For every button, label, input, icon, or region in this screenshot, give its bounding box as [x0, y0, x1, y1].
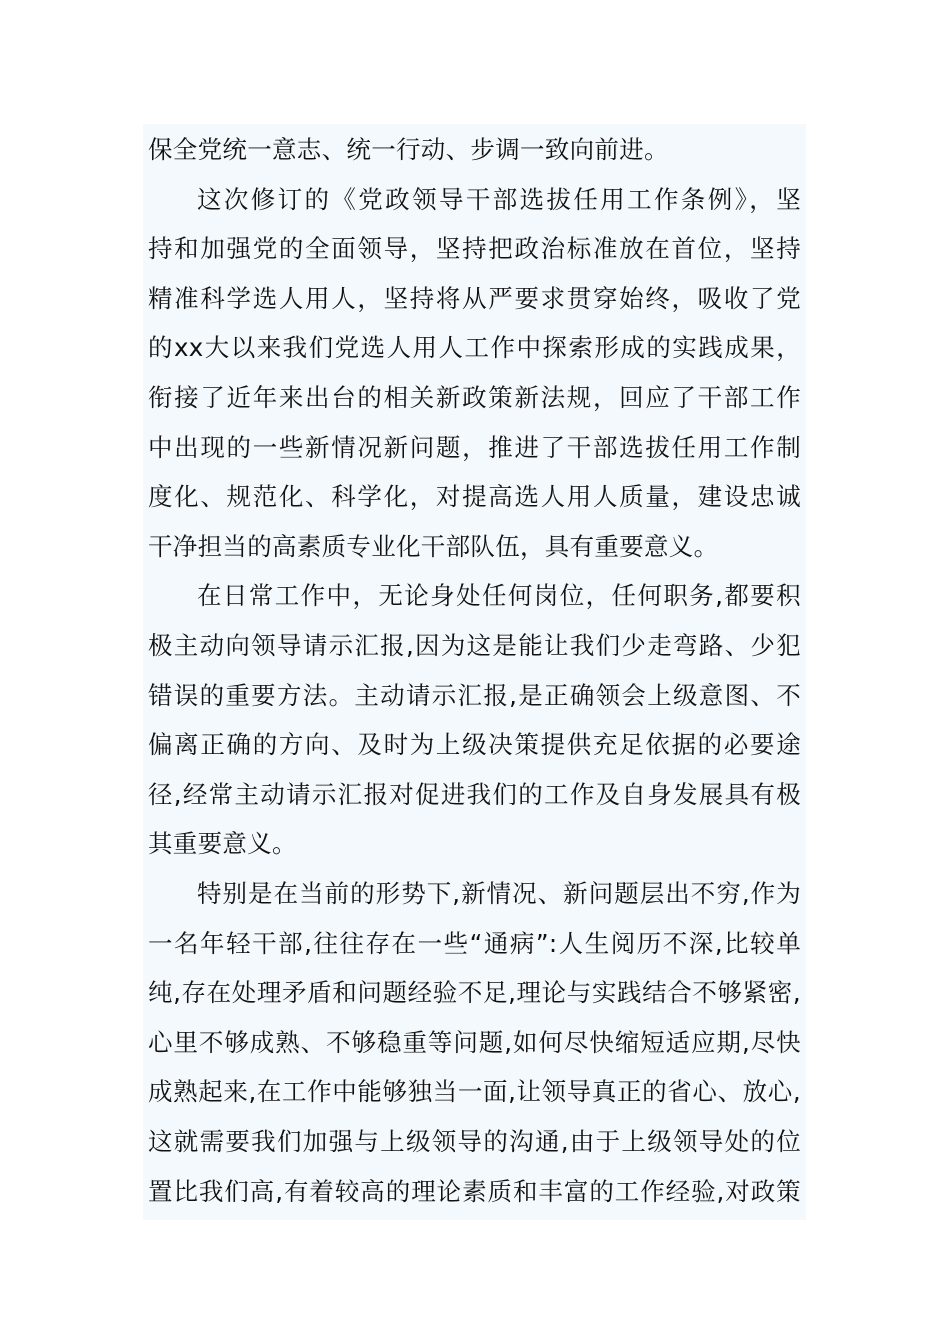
text-line: 中出现的一些新情况新问题，推进了干部选拔任用工作制 — [148, 432, 801, 462]
text-line: 精准科学选人用人，坚持将从严要求贯穿始终，吸收了党 — [148, 283, 801, 313]
text-line: 持和加强党的全面领导，坚持把政治标准放在首位，坚持 — [148, 234, 801, 264]
text-line: 径,经常主动请示汇报对促进我们的工作及自身发展具有极 — [148, 779, 801, 809]
text-line: 的xx大以来我们党选人用人工作中探索形成的实践成果， — [148, 333, 801, 363]
text-line: 度化、规范化、科学化，对提高选人用人质量，建设忠诚 — [148, 482, 801, 512]
text-line: 在日常工作中，无论身处任何岗位，任何职务,都要积 — [197, 581, 801, 611]
text-line: 偏离正确的方向、及时为上级决策提供充足依据的必要途 — [148, 730, 801, 760]
text-line: 成熟起来,在工作中能够独当一面,让领导真正的省心、放心, — [148, 1077, 801, 1107]
text-line: 干净担当的高素质专业化干部队伍，具有重要意义。 — [148, 531, 719, 561]
text-line: 心里不够成熟、不够稳重等问题,如何尽快缩短适应期,尽快 — [148, 1027, 801, 1057]
text-line: 极主动向领导请示汇报,因为这是能让我们少走弯路、少犯 — [148, 631, 801, 660]
text-line: 置比我们高,有着较高的理论素质和丰富的工作经验,对政策 — [148, 1176, 801, 1206]
text-line: 这次修订的《党政领导干部选拔任用工作条例》，坚 — [197, 184, 801, 214]
document-text-block — [143, 124, 806, 1220]
text-line: 错误的重要方法。主动请示汇报,是正确领会上级意图、不 — [148, 680, 801, 710]
text-line: 特别是在当前的形势下,新情况、新问题层出不穷,作为 — [197, 879, 801, 908]
text-line: 纯,存在处理矛盾和问题经验不足,理论与实践结合不够紧密, — [148, 978, 801, 1008]
text-line: 保全党统一意志、统一行动、步调一致向前进。 — [148, 135, 669, 164]
text-line: 衔接了近年来出台的相关新政策新法规，回应了干部工作 — [148, 383, 801, 412]
text-line: 这就需要我们加强与上级领导的沟通,由于上级领导处的位 — [148, 1127, 801, 1156]
text-line: 其重要意义。 — [148, 829, 297, 859]
text-line: 一名年轻干部,往往存在一些“通病”:人生阅历不深,比较单 — [148, 928, 801, 958]
